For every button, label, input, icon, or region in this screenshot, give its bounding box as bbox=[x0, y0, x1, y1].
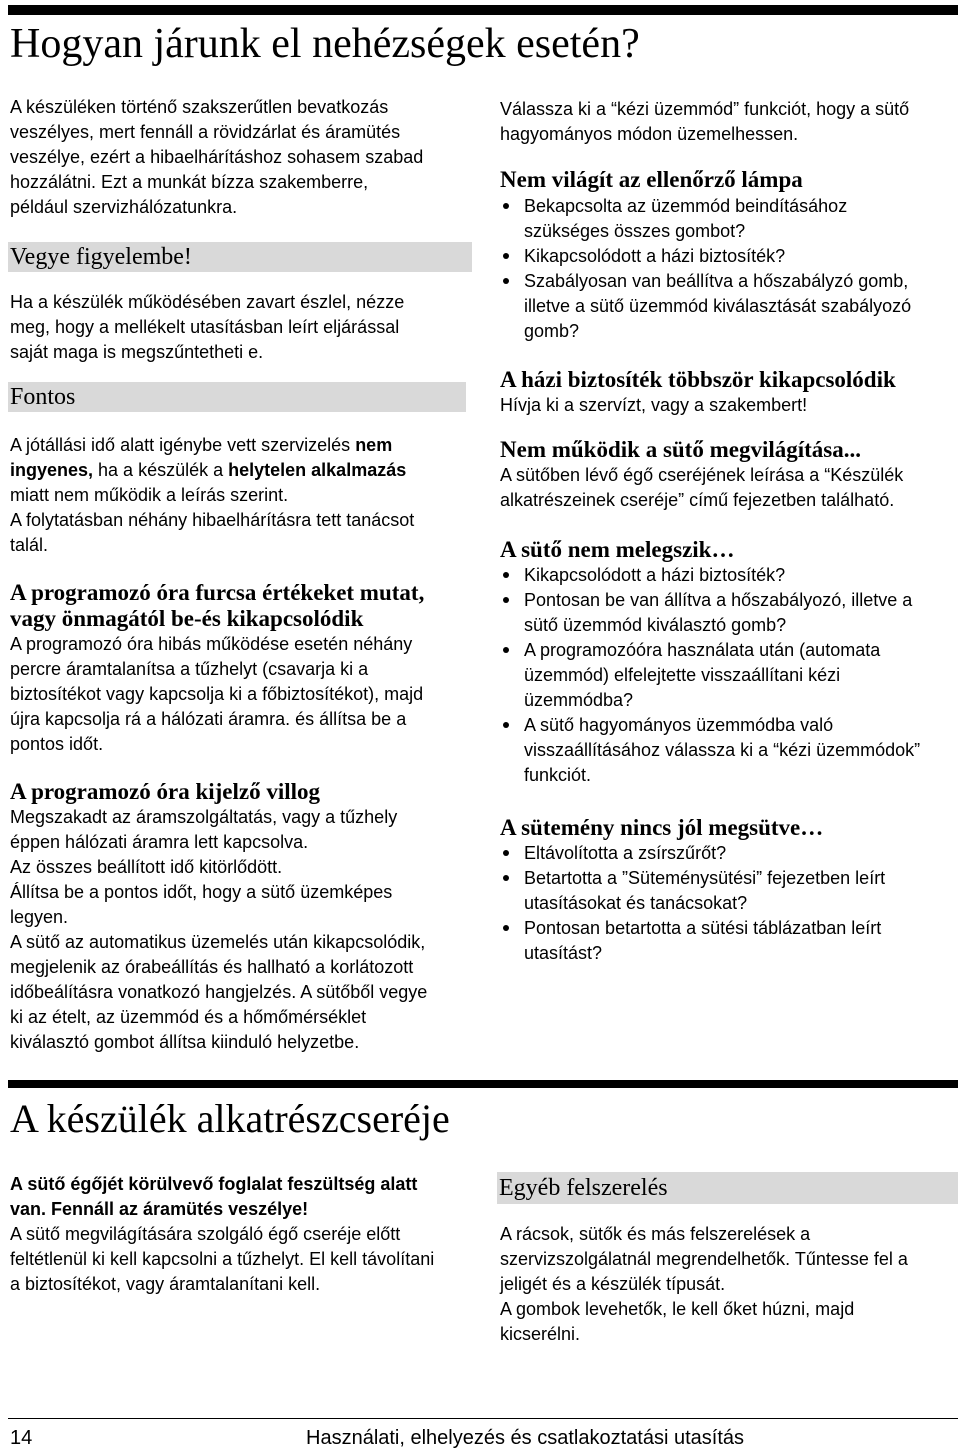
heat-heading: A sütő nem melegszik… bbox=[500, 537, 735, 562]
bulb-text: A sütő megvilágítására szolgáló égő cseréje előtt feltétlenül ki kell kapcsolni a tűzhelyt. El kell távolítani a biztosítékot, vagy áramtalanítani kell. bbox=[10, 1224, 435, 1294]
cake-section bbox=[500, 815, 955, 966]
heat-section bbox=[500, 537, 955, 788]
list-item: Pontosan betartotta a sütési táblázatban leírt utasítást? bbox=[500, 916, 955, 966]
clock-blink-text: Megszakadt az áramszolgáltatás, vagy a tűzhely éppen hálózati áramra lett kapcsolva. Az összes beállított idő kitörlődött. Állítsa be a pontos időt, hogy a sütő üzemképes legyen. A sütő az automatikus üzemelés után kikapcsolódik, megjelenik az órabeállítás és hallható a korlátozott időbeálításra vonatkozó hangjelzés. A sütőből vegye ki az ételt, az üzemmód és a hőmőmérséklet kiválasztó gombot állítsa kiinduló helyzetbe. bbox=[10, 807, 428, 1052]
light-text: A sütőben lévő égő cseréjének leírása a “Készülék alkatrészeinek cseréje” című fejezetben található. bbox=[500, 465, 904, 510]
light-heading: Nem működik a sütő megvilágítása... bbox=[500, 437, 861, 462]
clock-odd-section bbox=[10, 580, 480, 757]
notice-paragraph: Ha a készülék működésében zavart észlel, nézze meg, hogy a mellékelt utasításban leírt eljárással saját maga is megszűntetheti e. bbox=[10, 292, 405, 362]
section-title: A készülék alkatrészcseréje bbox=[10, 1096, 450, 1141]
other-equipment-text: A rácsok, sütők és más felszerelések a szervizszolgálatnál megrendelhetők. Tűntesse fel a jeligét és a készülék típusát. A gombok levehetők, le kell őket húzni, majd kicserélni. bbox=[500, 1224, 908, 1344]
list-item: Szabályosan van beállítva a hőszabályzó gomb, illetve a sütő üzemmód kiválasztását szabályozó gomb? bbox=[500, 269, 955, 344]
list-item: Eltávolította a zsírszűrőt? bbox=[500, 841, 955, 866]
clock-odd-heading: A programozó óra furcsa értékeket mutat, vagy önmagától be-és kikapcsolódik bbox=[10, 580, 425, 631]
list-item: A programozóóra használata után (automata üzemmód) elfelejtette visszaállítani kézi üzemmódba? bbox=[500, 638, 955, 713]
clock-blink-section bbox=[10, 779, 480, 1055]
footer-text: Használati, elhelyezés és csatlakoztatási utasítás bbox=[306, 1427, 744, 1449]
footer-rule bbox=[8, 1418, 958, 1419]
intro-paragraph: A készüléken történő szakszerűtlen bevatkozás veszélyes, mert fennáll a rövidzárlat és áramütés veszélye, ezért a hibaelhárításhoz sohasem szabad hozzálátni. Ezt a munkát bízza szakemberre, például szervizhálózatunkra. bbox=[10, 97, 424, 217]
heat-list bbox=[500, 563, 955, 788]
page-number: 14 bbox=[10, 1427, 33, 1449]
important-heading: Fontos bbox=[8, 382, 466, 412]
notice-heading: Vegye figyelembe! bbox=[8, 242, 472, 272]
list-item: Pontosan be van állítva a hőszabályozó, illetve a sütő üzemmód kiválasztó gomb? bbox=[500, 588, 955, 638]
page-title: Hogyan járunk el nehézségek esetén? bbox=[10, 21, 640, 67]
important-paragraph: A jótállási idő alatt igénybe vett szervizelés nem ingyenes, ha a készülék a helytelen alkalmazás miatt nem működik a leírás szerint. A folytatásban néhány hibaelhárításra tett tanácsot talál. bbox=[10, 435, 415, 555]
cake-heading: A sütemény nincs jól megsütve… bbox=[500, 815, 824, 840]
fuse-section bbox=[500, 367, 955, 418]
top-rule bbox=[8, 5, 958, 15]
clock-odd-text: A programozó óra hibás működése esetén néhány percre áramtalanítsa a tűzhelyt (csavarja ki a biztosítékot vagy kapcsolja ki a főbiztosítékot), majd újra kapcsolja rá a hálózati áramra. és állítsa be a pontos időt. bbox=[10, 634, 424, 754]
clock-blink-heading: A programozó óra kijelző villog bbox=[10, 779, 321, 804]
lamp-section bbox=[500, 167, 955, 344]
left-column bbox=[10, 95, 480, 220]
light-section bbox=[500, 437, 955, 513]
fuse-heading: A házi biztosíték többször kikapcsolódik bbox=[500, 367, 896, 392]
section-rule bbox=[8, 1080, 958, 1088]
list-item: A sütő hagyományos üzemmódba való visszaállításához válassza ki a “kézi üzemmódok” funkciót. bbox=[500, 713, 955, 788]
lamp-list bbox=[500, 194, 955, 344]
list-item: Kikapcsolódott a házi biztosíték? bbox=[500, 563, 955, 588]
cake-list bbox=[500, 841, 955, 966]
list-item: Betartotta a ”Süteménysütési” fejezetben leírt utasításokat és tanácsokat? bbox=[500, 866, 955, 916]
list-item: Bekapcsolta az üzemmód beindításához szükséges összes gombot? bbox=[500, 194, 955, 244]
fuse-text: Hívja ki a szervízt, vagy a szakembert! bbox=[500, 395, 808, 415]
bulb-warning: A sütő égőjét körülvevő foglalat feszültség alatt van. Fennáll az áramütés veszélye! bbox=[10, 1174, 418, 1219]
manual-mode-paragraph: Válassza ki a “kézi üzemmód” funkciót, hogy a sütő hagyományos módon üzemelhessen. bbox=[500, 99, 910, 144]
other-equipment-heading: Egyéb felszerelés bbox=[497, 1172, 958, 1204]
list-item: Kikapcsolódott a házi biztosíték? bbox=[500, 244, 955, 269]
lamp-heading: Nem világít az ellenőrző lámpa bbox=[500, 167, 803, 192]
